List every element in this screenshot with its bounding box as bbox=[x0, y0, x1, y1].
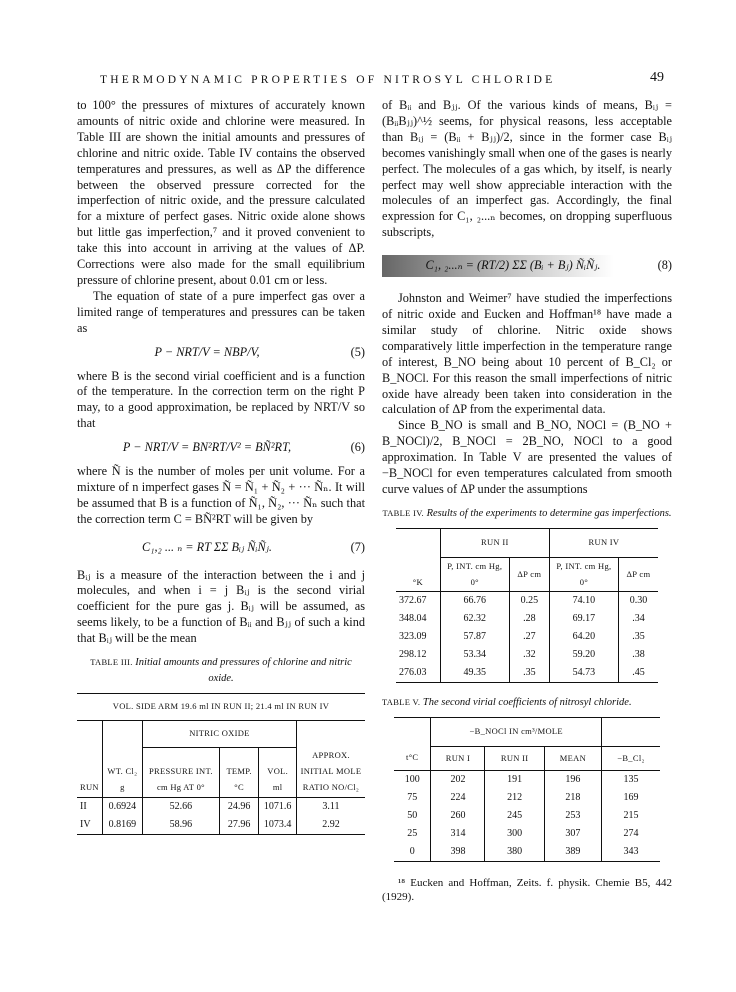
table-row bbox=[396, 592, 658, 610]
table-row bbox=[396, 664, 658, 682]
table-cell: 100 bbox=[394, 771, 431, 789]
equation-7-body: C₁,₂ ... ₙ = RT ΣΣ Bᵢⱼ ÑᵢÑⱼ. bbox=[142, 539, 272, 554]
table-cell: 0.25 bbox=[509, 592, 549, 610]
table-3-caption bbox=[77, 655, 365, 687]
table-cell: .45 bbox=[632, 667, 645, 679]
table-4-run-header: RUN II bbox=[440, 528, 549, 557]
table-cell: IV bbox=[77, 816, 102, 834]
table-cell: 0.6924 bbox=[102, 797, 142, 815]
table-cell: 53.34 bbox=[440, 646, 509, 664]
table-cell: .35 bbox=[632, 631, 645, 643]
equation-8-body: C₁, ₂...ₙ = (RT/2) ΣΣ (Bᵢ + Bⱼ) ÑᵢÑⱼ. bbox=[425, 258, 601, 273]
table-5-title: The second virial coefficients of nitrosyl chloride. bbox=[422, 697, 632, 708]
table-cell: .32 bbox=[509, 646, 549, 664]
table-row bbox=[394, 843, 660, 861]
left-column bbox=[77, 98, 365, 835]
table-cell: 260 bbox=[431, 807, 485, 825]
table-cell: 54.73 bbox=[549, 664, 618, 682]
table-row bbox=[396, 628, 658, 646]
table-4 bbox=[396, 528, 658, 683]
table-cell: .34 bbox=[632, 613, 645, 625]
table-3-header: VOL. ml bbox=[259, 747, 297, 797]
table-3-header: WT. Cl₂ g bbox=[102, 747, 142, 797]
table-row bbox=[77, 797, 365, 815]
table-cell: 380 bbox=[485, 843, 544, 861]
table-5-header: t°C bbox=[394, 746, 431, 770]
equation-5 bbox=[77, 345, 365, 361]
table-cell: 398 bbox=[431, 843, 485, 861]
footnote-18: ¹⁸ Eucken and Hoffman, Zeits. f. physik. Chemie B5, 442 (1929). bbox=[382, 876, 672, 903]
table-cell: 343 bbox=[623, 845, 639, 857]
table-3-title: Initial amounts and pressures of chlorine and nitric oxide. bbox=[135, 657, 352, 684]
table-cell: 389 bbox=[544, 843, 601, 861]
table-row bbox=[394, 807, 660, 825]
table-cell: 74.10 bbox=[549, 592, 618, 610]
table-3-group-header: NITRIC OXIDE bbox=[142, 720, 296, 747]
table-cell: 348.04 bbox=[396, 610, 440, 628]
equation-6 bbox=[77, 440, 365, 456]
equation-6-body: P − NRT/V = BN²RT/V² = BÑ²RT, bbox=[122, 440, 292, 455]
table-5-header: RUN II bbox=[485, 746, 544, 770]
table-cell: II bbox=[77, 797, 102, 815]
table-cell: 372.67 bbox=[396, 592, 440, 610]
table-cell: 323.09 bbox=[396, 628, 440, 646]
table-cell: 64.20 bbox=[549, 628, 618, 646]
table-cell: 191 bbox=[485, 771, 544, 789]
table-cell: 245 bbox=[485, 807, 544, 825]
table-3-label: TABLE III. bbox=[90, 657, 133, 668]
table-cell: 215 bbox=[623, 810, 639, 822]
table-cell: 1073.4 bbox=[259, 816, 297, 834]
left-paragraph-3: where B is the second virial coefficient and is a function of the temperature. In the correction term on the right P may, to a good approximation, be replaced by NRT/V so that bbox=[77, 368, 365, 431]
right-paragraph-1: of Bᵢᵢ and Bⱼⱼ. Of the various kinds of means, Bᵢⱼ = (BᵢᵢBⱼⱼ)^½ seems, for physical reasons, less acceptable than Bᵢⱼ = (Bᵢᵢ + Bⱼⱼ)/2, since in the former case Bᵢⱼ becomes vanishingly small when one of the gases is nearly perfect. The molecules of a gas which, by itself, is nearly perfect may well show appreciable interaction with the molecules of an imperfect gas. Accordingly, the final expression for C₁, ₂...ₙ becomes, on dropping superfluous subscripts, bbox=[382, 98, 672, 240]
table-3-note: VOL. SIDE ARM 19.6 ml IN RUN II; 21.4 ml IN RUN IV bbox=[112, 700, 330, 711]
table-cell: 66.76 bbox=[440, 592, 509, 610]
table-3 bbox=[77, 693, 365, 835]
table-cell: 27.96 bbox=[219, 816, 258, 834]
table-row bbox=[394, 789, 660, 807]
table-4-header: ΔP cm bbox=[626, 568, 651, 579]
table-3-header: APPROX. INITIAL MOLE RATIO NO/Cl₂ bbox=[300, 750, 362, 793]
left-paragraph-5: Bᵢⱼ is a measure of the interaction between the i and j molecules, and when i = j Bᵢⱼ is the second virial coefficient for the pure gas j. Bᵢⱼ will be assumed, as seems likely, to be a function of Bᵢᵢ and Bⱼⱼ of such a kind that Bᵢⱼ will be the mean bbox=[77, 567, 365, 646]
table-cell: 25 bbox=[394, 825, 431, 843]
table-cell: 50 bbox=[394, 807, 431, 825]
table-cell: 62.32 bbox=[440, 610, 509, 628]
table-row bbox=[394, 771, 660, 789]
table-5-caption bbox=[382, 695, 672, 711]
table-row bbox=[394, 825, 660, 843]
table-cell: 2.92 bbox=[322, 818, 340, 830]
table-cell: 253 bbox=[544, 807, 601, 825]
equation-8 bbox=[382, 255, 672, 277]
table-cell: 58.96 bbox=[142, 816, 219, 834]
page-number: 49 bbox=[650, 70, 664, 85]
table-cell: 212 bbox=[485, 789, 544, 807]
table-cell: 59.20 bbox=[549, 646, 618, 664]
table-cell: 202 bbox=[431, 771, 485, 789]
table-cell: .35 bbox=[509, 664, 549, 682]
table-cell: 0 bbox=[394, 843, 431, 861]
table-4-label: TABLE IV. bbox=[382, 507, 424, 518]
equation-7 bbox=[77, 540, 365, 556]
table-cell: .27 bbox=[509, 628, 549, 646]
table-cell: 274 bbox=[623, 827, 639, 839]
right-paragraph-3: Since B_NO is small and B_NO, NOCl = (B_NO + B_NOCl)/2, B_NOCl = 2B_NO, NOCl to a good approximation. In Table V are presented the values of −B_NOCl for even temperatures calculated from smooth curve values of ΔP under the assumptions bbox=[382, 418, 672, 496]
table-4-caption bbox=[382, 506, 672, 522]
table-5 bbox=[394, 717, 660, 862]
table-cell: 0.30 bbox=[629, 595, 648, 607]
table-4-title: Results of the experiments to determine gas imperfections. bbox=[426, 507, 672, 519]
table-3-header: RUN bbox=[77, 747, 102, 797]
equation-5-number: (5) bbox=[350, 344, 365, 359]
running-title: THERMODYNAMIC PROPERTIES OF NITROSYL CHLORIDE bbox=[100, 74, 556, 86]
table-row bbox=[396, 610, 658, 628]
equation-5-body: P − NRT/V = NBP/V, bbox=[154, 344, 260, 359]
table-cell: .38 bbox=[632, 649, 645, 661]
table-4-run-header: RUN IV bbox=[549, 528, 658, 557]
table-4-header: P, INT. cm Hg, 0° bbox=[440, 557, 509, 592]
equation-7-number: (7) bbox=[350, 539, 365, 554]
table-row bbox=[77, 816, 365, 834]
table-cell: 224 bbox=[431, 789, 485, 807]
table-row bbox=[396, 646, 658, 664]
table-cell: 52.66 bbox=[142, 797, 219, 815]
table-3-header: PRESSURE INT. cm Hg AT 0° bbox=[142, 747, 219, 797]
table-cell: 218 bbox=[544, 789, 601, 807]
left-paragraph-2: The equation of state of a pure imperfect gas over a limited range of temperatures and pressures can be taken as bbox=[77, 288, 365, 335]
table-cell: 307 bbox=[544, 825, 601, 843]
right-paragraph-2: Johnston and Weimer⁷ have studied the imperfections of nitric oxide and Eucken and Hoffman¹⁸ have made a similar study of chlorine. Nitric oxide shows comparatively little imperfection in the temperature range of interest, B_NO being about 10 percent of B_Cl₂ or B_NOCl. For this reason the small imperfections of nitric oxide have already been taken into consideration in the calculation of ΔP from the experimental data. bbox=[382, 291, 672, 417]
equation-8-number: (8) bbox=[657, 258, 672, 273]
table-4-header: °K bbox=[396, 557, 440, 592]
table-cell: 169 bbox=[623, 792, 639, 804]
table-5-header: MEAN bbox=[544, 746, 601, 770]
table-cell: 49.35 bbox=[440, 664, 509, 682]
table-5-header: RUN I bbox=[431, 746, 485, 770]
table-cell: 314 bbox=[431, 825, 485, 843]
table-cell: 1071.6 bbox=[259, 797, 297, 815]
table-cell: 300 bbox=[485, 825, 544, 843]
table-cell: 196 bbox=[544, 771, 601, 789]
table-5-header: −B_Cl₂ bbox=[617, 752, 645, 763]
table-5-group-header: −B_NOCl IN cm³/MOLE bbox=[431, 717, 602, 746]
table-5-label: TABLE V. bbox=[382, 697, 421, 707]
table-cell: 298.12 bbox=[396, 646, 440, 664]
equation-6-number: (6) bbox=[350, 440, 365, 455]
table-4-header: P, INT. cm Hg, 0° bbox=[549, 557, 618, 592]
table-cell: 69.17 bbox=[549, 610, 618, 628]
table-cell: 0.8169 bbox=[102, 816, 142, 834]
table-4-header: ΔP cm bbox=[509, 557, 549, 592]
left-paragraph-4: where Ñ is the number of moles per unit volume. For a mixture of n imperfect gases Ñ = Ñ₁ + Ñ₂ + ··· Ñₙ. It will be assumed that B is a function of Ñ₁, Ñ₂, ··· Ñₙ such that the correction term C = BÑ²RT will be given by bbox=[77, 464, 365, 526]
table-cell: 75 bbox=[394, 789, 431, 807]
table-cell: 3.11 bbox=[322, 800, 340, 812]
table-cell: 24.96 bbox=[219, 797, 258, 815]
left-paragraph-1: to 100° the pressures of mixtures of accurately known amounts of nitric oxide and chlorine were measured. In Table III are shown the initial amounts and pressures of chlorine and nitric oxide. Table IV contains the observed temperatures and pressures, as well as ΔP the difference between the observed pressure corrected for the imperfection of nitric oxide, and the pressure calculated for a mixture of perfect gases. Nitric oxide alone shows but little gas imperfection,⁷ and it proved convenient to take this into account in arriving at the values of ΔP. Corrections were also made for the small equilibrium pressure of chlorine present, about 0.01 cm or less. bbox=[77, 98, 365, 287]
table-cell: 135 bbox=[623, 774, 639, 786]
table-3-header: TEMP. °C bbox=[219, 747, 258, 797]
table-cell: 276.03 bbox=[396, 664, 440, 682]
right-column bbox=[382, 98, 672, 904]
table-cell: .28 bbox=[509, 610, 549, 628]
table-cell: 57.87 bbox=[440, 628, 509, 646]
